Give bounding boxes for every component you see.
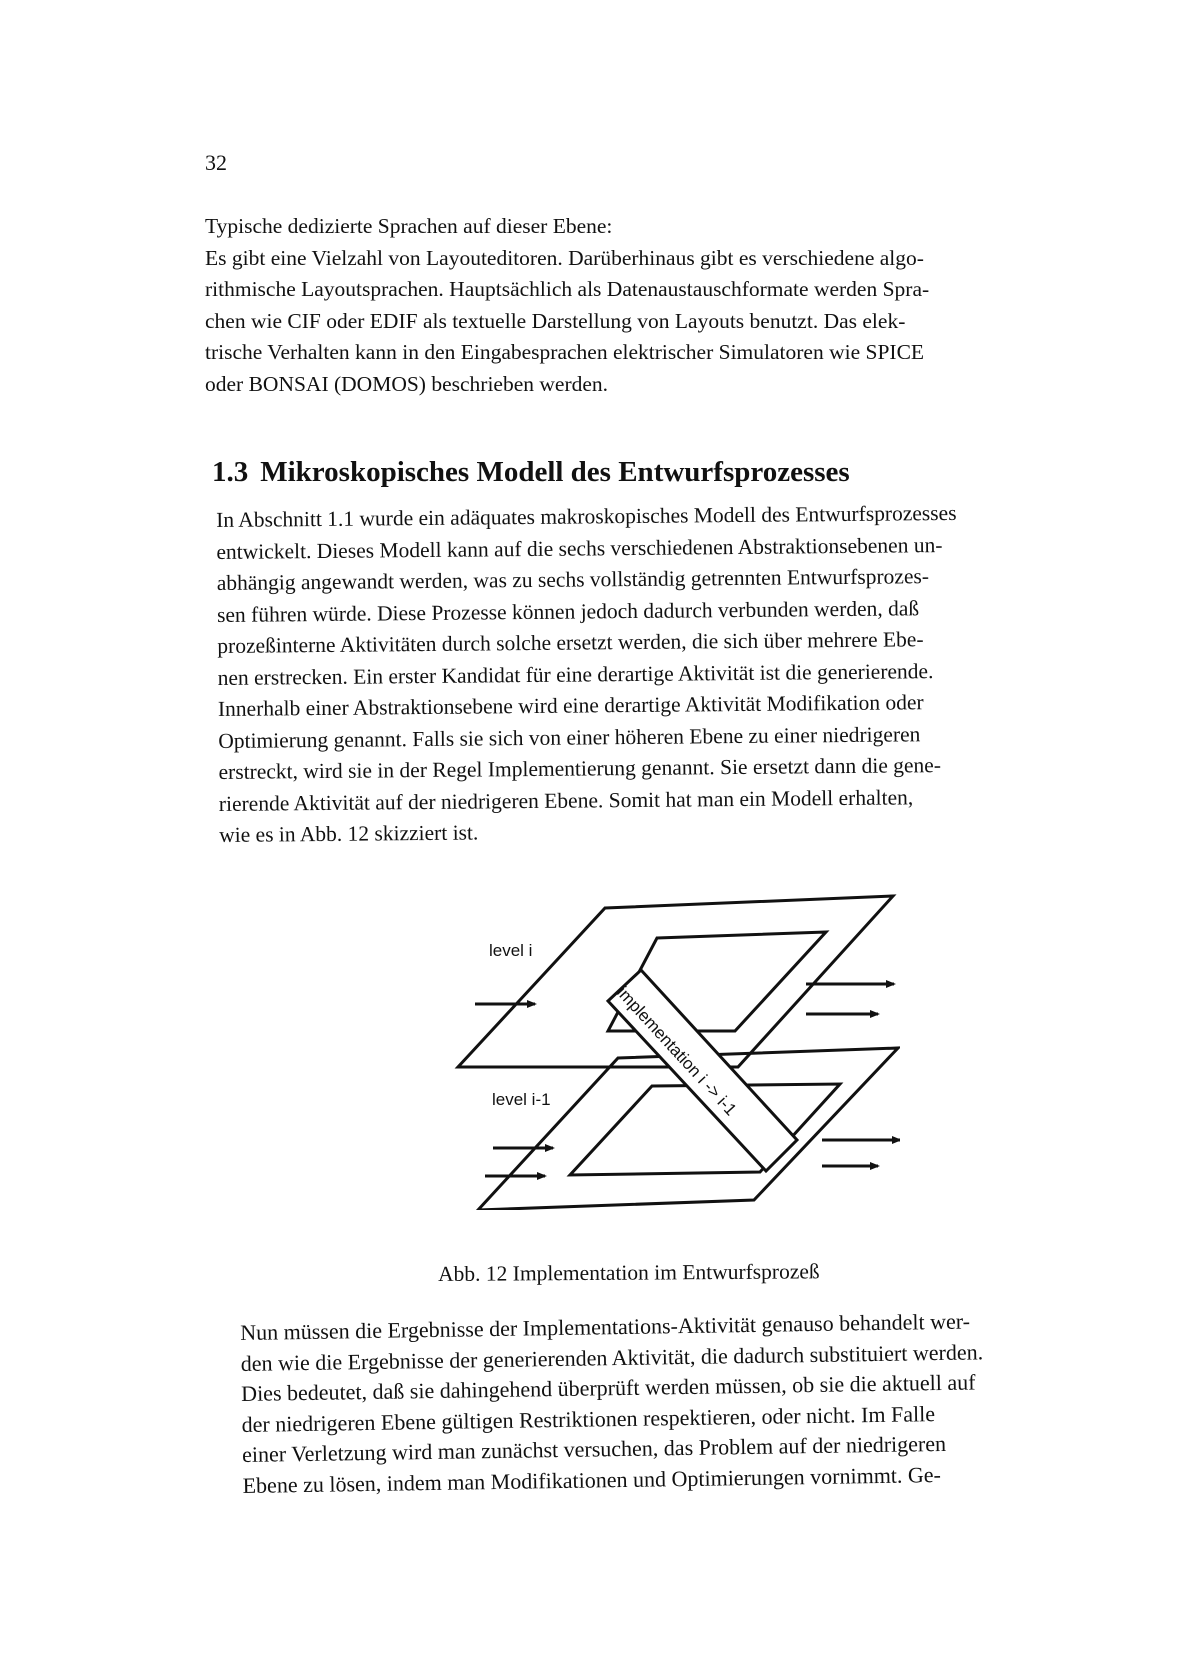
implementation-diagram xyxy=(440,880,900,1210)
paragraph-microscopic-model xyxy=(216,496,1124,851)
figure-caption: Abb. 12 Implementation im Entwurfsprozeß xyxy=(438,1259,820,1286)
text-line: erstreckt, wird sie in der Regel Implementierung genannt. Sie ersetzt dann die gene- xyxy=(218,753,942,784)
text-line: einer Verletzung wird man zunächst versuchen, das Problem auf der niedrigeren xyxy=(241,1430,947,1467)
section-heading xyxy=(212,456,850,489)
text-line: Optimierung genannt. Falls sie sich von einer höheren Ebene zu einer niedrigeren xyxy=(218,721,921,753)
text-line: wie es in Abb. 12 skizziert ist. xyxy=(219,820,479,847)
text-line: sen führen würde. Diese Prozesse können jedoch dadurch verbunden werden, daß xyxy=(216,595,920,627)
text-line: trische Verhalten kann in den Eingabesprachen elektrischer Simulatoren wie SPICE xyxy=(205,340,925,364)
level-i-label: level i xyxy=(489,941,533,960)
text-line: Typische dedizierte Sprachen auf dieser Ebene: xyxy=(205,214,613,238)
text-line: In Abschnitt 1.1 wurde ein adäquates makroskopisches Modell des Entwurfsprozesses xyxy=(216,500,957,532)
implementation-band-label: implementation i -> i-1 xyxy=(613,982,741,1120)
text-line: Es gibt eine Vielzahl von Layouteditoren. Darüberhinaus gibt es verschiedene algo- xyxy=(205,245,924,270)
text-line: rierende Aktivität auf der niedrigeren Ebene. Somit hat man ein Modell erhalten, xyxy=(218,784,914,816)
text-line: oder BONSAI (DOMOS) beschrieben werden. xyxy=(205,371,609,396)
text-line: der niedrigeren Ebene gültigen Restriktionen respektieren, oder nicht. Im Falle xyxy=(241,1400,936,1437)
text-line: den wie die Ergebnisse der generierenden Aktivität, die dadurch substituiert werden. xyxy=(240,1338,984,1376)
paragraph-dedicated-languages xyxy=(205,211,1120,400)
text-line: nen erstrecken. Ein erster Kandidat für eine derartige Aktivität ist die generierende. xyxy=(217,658,934,690)
text-line: prozeßinterne Aktivitäten durch solche ersetzt werden, die sich über mehrere Ebe- xyxy=(217,627,924,658)
text-line: Ebene zu lösen, indem man Modifikationen und Optimierungen vornimmt. Ge- xyxy=(242,1461,942,1498)
text-line: Nun müssen die Ergebnisse der Implementations-Aktivität genauso behandelt wer- xyxy=(240,1308,971,1345)
level-i-1-label: level i-1 xyxy=(492,1090,551,1109)
text-line: rithmische Layoutsprachen. Hauptsächlich als Datenaustauschformate werden Spra- xyxy=(205,277,930,301)
text-line: Dies bedeutet, daß sie dahingehend überprüft werden müssen, ob sie die aktuell auf xyxy=(240,1369,976,1406)
section-title: Mikroskopisches Modell des Entwurfsprozesses xyxy=(260,456,850,488)
text-line: entwickelt. Dieses Modell kann auf die sechs verschiedenen Abstraktionsebenen un- xyxy=(216,532,943,564)
text-line: chen wie CIF oder EDIF als textuelle Darstellung von Layouts benutzt. Das elek- xyxy=(205,308,906,333)
text-line: Innerhalb einer Abstraktionsebene wird eine derartige Aktivität Modifikation oder xyxy=(217,690,924,721)
section-number: 1.3 xyxy=(212,456,249,488)
text-line: abhängig angewandt werden, was zu sechs vollständig getrennten Entwurfsprozes- xyxy=(216,564,930,595)
paragraph-implementation-results xyxy=(240,1304,1127,1501)
page-number: 32 xyxy=(205,150,227,175)
